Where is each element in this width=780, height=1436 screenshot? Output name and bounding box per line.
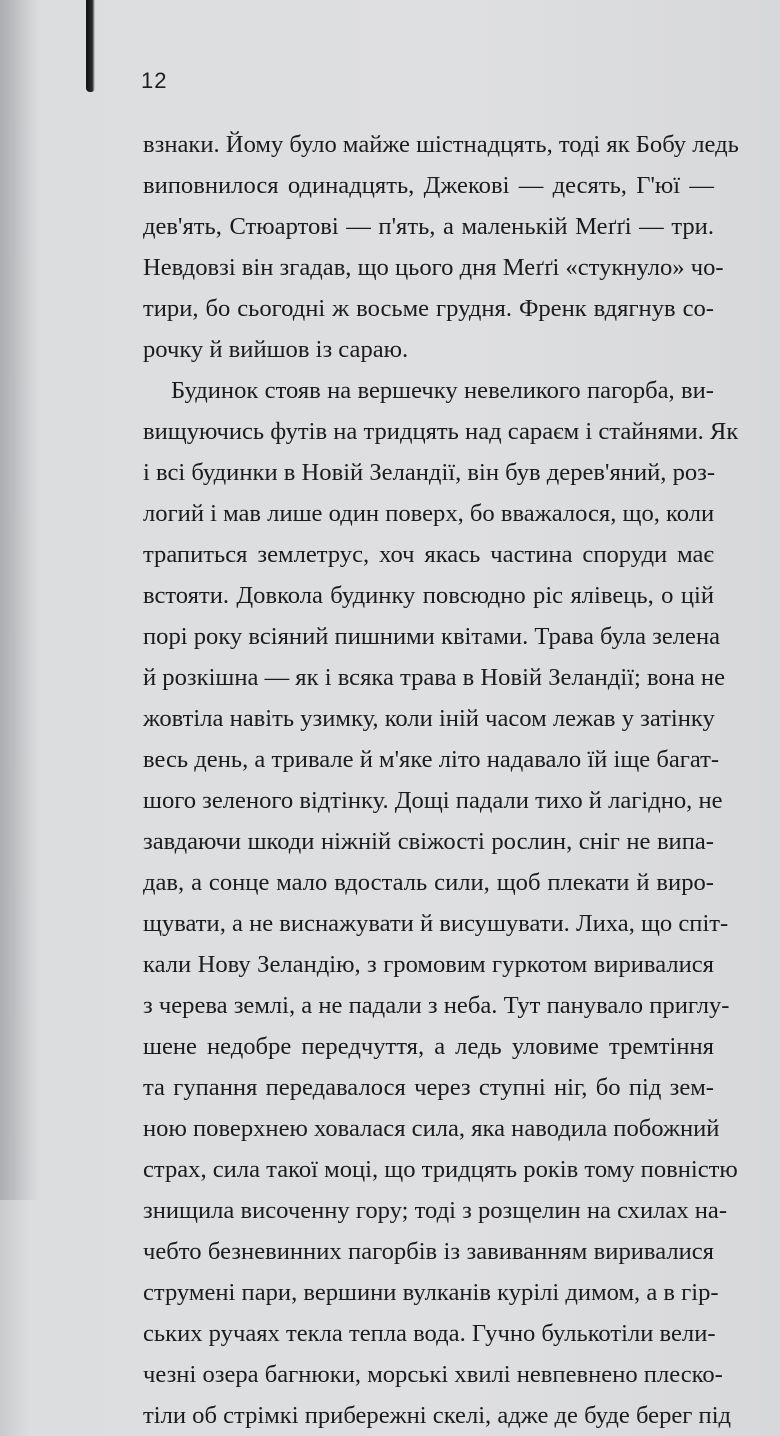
text-line: чезні озера багнюки, морські хвилі невпевнено плеско-	[143, 1361, 723, 1388]
text-line: логий і мав лише один поверх, бо вважалося, що, коли	[143, 500, 715, 527]
body-text	[143, 124, 739, 1436]
text-line: струмені пари, вершини вулканів курілі димом, а в гір-	[143, 1279, 719, 1306]
text-line: трапиться землетрус, хоч якась частина споруди має	[143, 541, 714, 568]
text-line: з черева землі, а не падали з неба. Тут панувало приглу-	[143, 992, 730, 1019]
text-line: чебто безневинних пагорбів із завиванням виривалися	[143, 1238, 714, 1265]
text-line: шого зеленого відтінку. Дощі падали тихо й лагідно, не	[143, 787, 723, 814]
text-line: ських ручаях текла тепла вода. Гучно булькотіли вели-	[143, 1320, 716, 1347]
text-line: жовтіла навіть узимку, коли іній часом лежав у затінку	[143, 705, 715, 732]
text-line: дев'ять, Стюартові — п'ять, а маленькій Меґґі — три.	[143, 213, 714, 240]
text-line: виповнилося одинадцять, Джекові — десять, Г'юї —	[143, 172, 714, 199]
text-line: і всі будинки в Новій Зеландії, він був дерев'яний, роз-	[143, 459, 716, 486]
text-line: страх, сила такої моці, що тридцять років тому повністю	[143, 1156, 738, 1183]
text-line: Невдовзі він згадав, що цього дня Меґґі «стукнуло» чо-	[143, 254, 724, 281]
text-line: взнаки. Йому було майже шістнадцять, тоді як Бобу ледь	[143, 131, 739, 158]
page-edge-shadow	[0, 0, 40, 1200]
text-line: рочку й вийшов із сараю.	[143, 336, 409, 363]
text-line: порі року всіяний пишними квітами. Трава була зелена	[143, 623, 721, 650]
text-line: тіли об стрімкі прибережні скелі, адже де буде берег під	[143, 1402, 732, 1429]
text-line: завдаючи шкоди ніжній свіжості рослин, сніг не випа-	[143, 828, 714, 855]
page-number: 12	[141, 68, 168, 93]
text-line: тири, бо сьогодні ж восьме грудня. Френк вдягнув со-	[143, 295, 714, 322]
text-line: знищила височенну гору; тоді з розщелин на схилах на-	[143, 1197, 728, 1224]
text-line: щувати, а не виснажувати й висушувати. Лиха, що спіт-	[143, 910, 729, 937]
text-line: дав, а сонце мало вдосталь сили, щоб плекати й виро-	[143, 869, 714, 896]
text-line: та гупання передавалося через ступні ніг, бо під зем-	[143, 1074, 714, 1101]
text-line: Будинок стояв на вершечку невеликого пагорба, ви-	[171, 377, 714, 404]
text-line: й розкішна — як і всяка трава в Новій Зеландії; вона не	[143, 664, 726, 691]
text-line: весь день, а тривале й м'яке літо надавало їй іще багат-	[143, 746, 720, 773]
text-line: ною поверхнею ховалася сила, яка наводила побожний	[143, 1115, 720, 1142]
text-line: кали Нову Зеландію, з громовим гуркотом виривалися	[143, 951, 714, 978]
text-line: встояти. Довкола будинку повсюдно ріс ялівець, о цій	[143, 582, 714, 609]
binding-mark	[86, 0, 95, 92]
text-line: шене недобре передчуття, а ледь уловиме тремтіння	[143, 1033, 714, 1060]
text-line: вищуючись футів на тридцять над сараєм і стайнями. Як	[143, 418, 739, 445]
